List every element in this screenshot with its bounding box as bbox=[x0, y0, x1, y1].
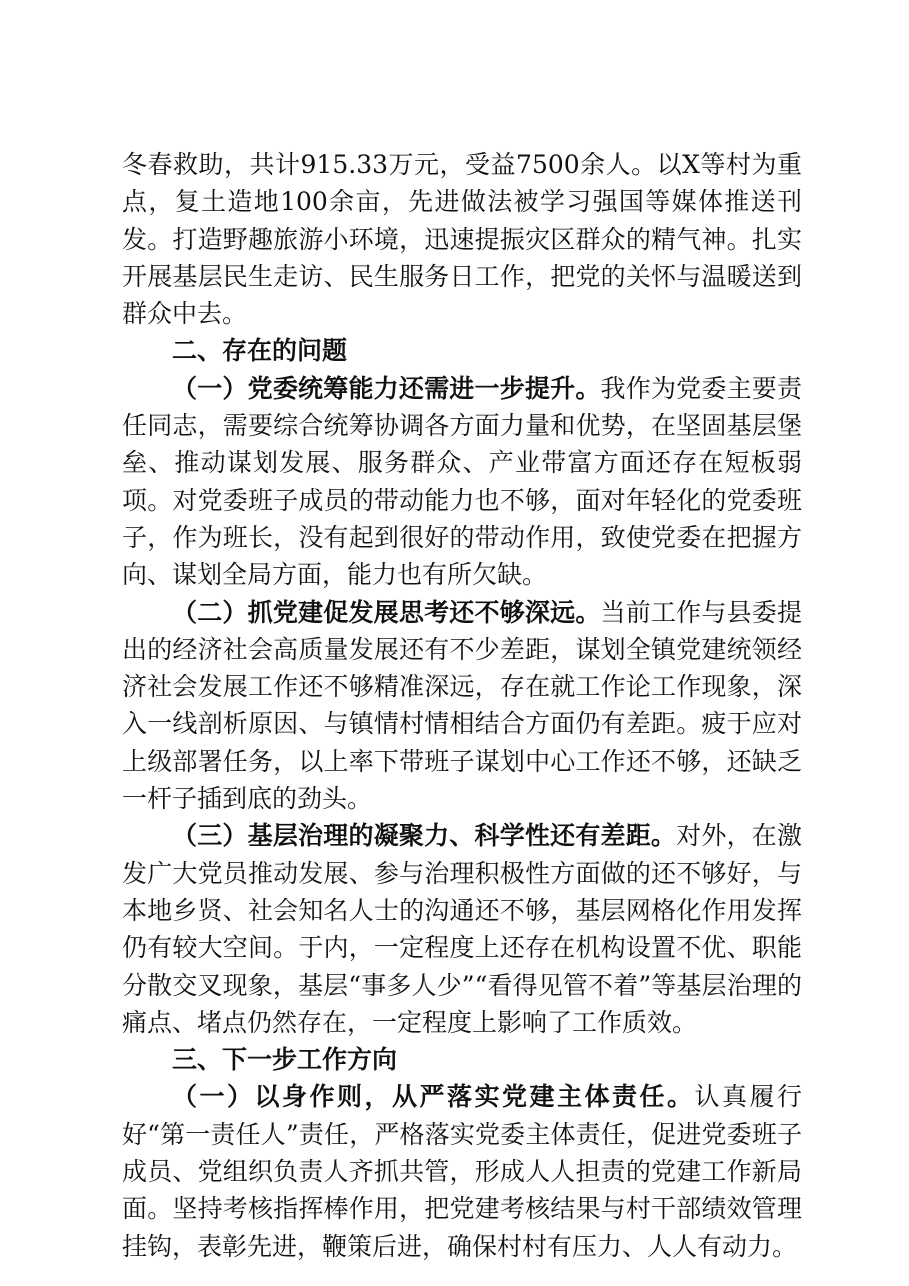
paragraph-problem-1 bbox=[122, 370, 802, 594]
paragraph-problem-2 bbox=[122, 594, 802, 818]
paragraph-problem-3 bbox=[122, 817, 802, 1041]
paragraph-lead: （二）抓党建促发展思考还不够深远。 bbox=[172, 597, 601, 627]
heading-text: 三、下一步工作方向 bbox=[172, 1045, 398, 1075]
paragraph-text: 我作为党委主要责任同志，需要综合统筹协调各方面力量和优势，在坚固基层堡垒、推动谋划发展、服务群众、产业带富方面还存在短板弱项。对党委班子成员的带动能力也不够，面对年轻化的党委班子，作为班长，没有起到很好的带动作用，致使党委在把握方向、谋划全局方面，能力也有所欠缺。 bbox=[122, 373, 802, 590]
section-heading-problems bbox=[122, 332, 802, 369]
paragraph-intro bbox=[122, 146, 802, 332]
paragraph-lead: （一）党委统筹能力还需进一步提升。 bbox=[172, 373, 601, 403]
paragraph-text: 认真履行好“第一责任人”责任，严格落实党委主体责任，促进党委班子成员、党组织负责人齐抓共管，形成人人担责的党建工作新局面。坚持考核指挥棒作用，把党建考核结果与村干部绩效管理挂钩，表彰先进，鞭策后进，确保村村有压力、人人有动力。 bbox=[122, 1082, 802, 1261]
paragraph-text: 当前工作与县委提出的经济社会高质量发展还有不少差距，谋划全镇党建统领经济社会发展工作还不够精准深远，存在就工作论工作现象，深入一线剖析原因、与镇情村情相结合方面仍有差距。疲于应对上级部署任务，以上率下带班子谋划中心工作还不够，还缺乏一杆子插到底的劲头。 bbox=[122, 597, 802, 814]
paragraph-lead: （一）以身作则，从严落实党建主体责任。 bbox=[172, 1082, 695, 1112]
document-body bbox=[122, 146, 802, 1265]
paragraph-lead: （三）基层治理的凝聚力、科学性还有差距。 bbox=[172, 821, 677, 851]
heading-text: 二、存在的问题 bbox=[172, 336, 348, 366]
paragraph-text: 对外，在激发广大党员推动发展、参与治理积极性方面做的还不够好，与本地乡贤、社会知名人士的沟通还不够，基层网格化作用发挥仍有较大空间。于内，一定程度上还存在机构设置不优、职能分散交叉现象，基层“事多人少”“看得见管不着”等基层治理的痛点、堵点仍然存在，一定程度上影响了工作质效。 bbox=[122, 821, 802, 1037]
paragraph-next-step-1 bbox=[122, 1078, 802, 1264]
section-heading-next-steps bbox=[122, 1041, 802, 1078]
paragraph-text: 冬春救助，共计915.33万元，受益7500余人。以X等村为重点，复土造地100余亩，先进做法被学习强国等媒体推送刊发。打造野趣旅游小环境，迅速提振灾区群众的精气神。扎实开展基层民生走访、民生服务日工作，把党的关怀与温暖送到群众中去。 bbox=[122, 150, 802, 329]
